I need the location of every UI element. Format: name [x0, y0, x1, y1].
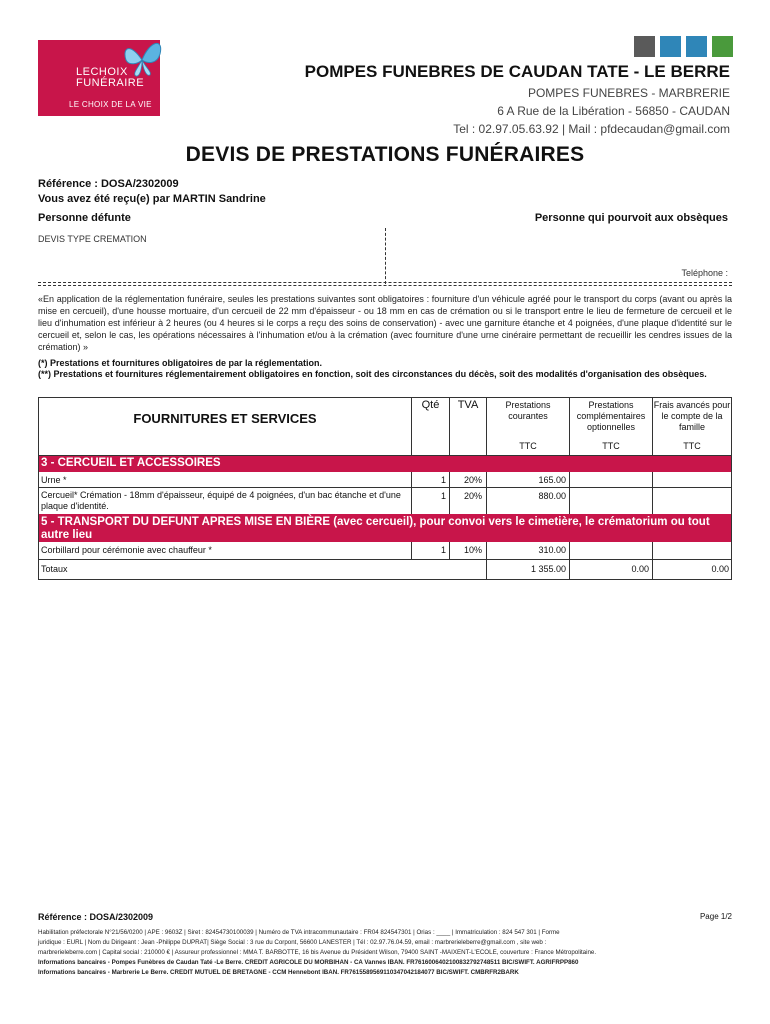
row-tva: 20% [463, 491, 482, 501]
header-tva [449, 397, 487, 456]
header-complementaires [569, 397, 653, 456]
total-frais: 0.00 [711, 564, 729, 574]
header-qty-label: Qté [421, 399, 440, 411]
square-blue-1 [660, 36, 681, 57]
telephone-label: Teléphone : [681, 268, 728, 278]
logo-text-line1: LECHOIX [76, 66, 128, 78]
header-tva-label: TVA [457, 399, 479, 411]
row-label: Cercueil* Crémation - 18mm d'épaisseur, équipé de 4 poignées, d'un bac étanche et d'une plaque d'identité. [41, 490, 401, 511]
header-complementaires-label: Prestations complémentaires optionnelles [576, 400, 646, 432]
deceased-label: Personne défunte [38, 212, 131, 224]
company-address: 6 A Rue de la Libération - 56850 - CAUDAN [497, 104, 730, 118]
dashed-separator [38, 285, 732, 286]
table-border-left [38, 397, 39, 580]
header-services-label: FOURNITURES ET SERVICES [133, 411, 317, 426]
total-courantes: 1 355.00 [530, 564, 566, 574]
section-cercueil [38, 456, 732, 472]
document-title: DEVIS DE PRESTATIONS FUNÉRAIRES [185, 143, 585, 166]
row-courante: 880.00 [538, 491, 566, 501]
row-qty: 1 [440, 475, 446, 485]
row-qty: 1 [440, 545, 446, 555]
note-conditional: (**) Prestations et fournitures réglementairement obligatoires en fonction, soit des circonstances du décès, soit des modalités d'organisation des obsèques. [38, 369, 707, 379]
row-courante: 310.00 [538, 545, 566, 555]
table-row [38, 472, 732, 488]
table-row [38, 542, 732, 560]
footer-line: juridique : EURL | Nom du Dirigeant : Jean -Philippe DUPRAT| Siège Social : 3 rue du Corpont, 56600 LANESTER | Tél : 02.97.76.04.59, email : marbrerieleberre@gmail.com , site web : [38, 939, 547, 946]
table-border-right [731, 397, 732, 580]
logo-text-line2: FUNÉRAIRE [76, 77, 145, 89]
responsible-person-label: Personne qui pourvoit aux obsèques [534, 212, 728, 224]
footer-line: marbrerieleberre.com | Capital social : 210000 € | Assureur professionnel : MMA T. BARBOTTE, 16 bis Avenue du Président Wilson, 79400 SAINT -MAIXENT-L'ECOLE, couverture : France Métropolitaine. [38, 949, 597, 956]
header-ttc: TTC [602, 441, 620, 451]
square-green [712, 36, 733, 57]
header-frais-label: Frais avancés pour le compte de la famille [653, 400, 731, 432]
header-ttc: TTC [683, 441, 701, 451]
square-blue-2 [686, 36, 707, 57]
row-courante: 165.00 [538, 475, 566, 485]
footer-line: Informations bancaires - Marbrerie Le Berre. CREDIT MUTUEL DE BRETAGNE - CCM Hennebont IBAN. FR7615589569110347042184077 BIC/SWIFT. CMBRFR2BARK [38, 969, 519, 976]
totals-label: Totaux [41, 564, 68, 574]
row-label: Urne * [41, 475, 67, 485]
total-complementaires: 0.00 [631, 564, 649, 574]
company-name: POMPES FUNEBRES DE CAUDAN TATE - LE BERRE [304, 62, 730, 81]
row-tva: 20% [463, 475, 482, 485]
footer-reference: Référence : DOSA/2302009 [38, 912, 154, 922]
company-contact: Tel : 02.97.05.63.92 | Mail : pfdecaudan@gmail.com [453, 122, 730, 136]
section-transport [38, 514, 732, 542]
header-courantes [486, 397, 570, 456]
decorative-squares [634, 36, 733, 57]
logo-tagline: LE CHOIX DE LA VIE [69, 100, 152, 109]
header-ttc: TTC [519, 441, 537, 451]
company-subtitle: POMPES FUNEBRES - MARBRERIE [527, 86, 730, 100]
section-transport-title: 5 - TRANSPORT DU DEFUNT APRES MISE EN BIÈRE (avec cercueil), pour convoi vers le cimetière, le crématorium ou tout autre lieu [41, 516, 710, 541]
header-services [38, 397, 412, 456]
footer-line: Informations bancaires - Pompes Funèbres de Caudan Taté -Le Berre. CREDIT AGRICOLE DU MORBIHAN - CA Vannes IBAN. FR7616006402100832792748511 BIC/SWIFT. AGRIFRPP860 [38, 959, 579, 966]
note-mandatory: (*) Prestations et fournitures obligatoires de par la réglementation. [38, 358, 323, 368]
header-frais [652, 397, 732, 456]
vertical-divider [385, 228, 386, 284]
dashed-separator [38, 282, 732, 283]
row-label: Corbillard pour cérémonie avec chauffeur * [41, 545, 212, 555]
row-qty: 1 [440, 491, 446, 501]
page-number: Page 1/2 [699, 912, 732, 921]
quote-type: DEVIS TYPE CREMATION [38, 234, 147, 244]
received-by: Vous avez été reçu(e) par MARTIN Sandrine [38, 193, 266, 205]
totals-row [38, 560, 732, 580]
square-gray [634, 36, 655, 57]
reference: Référence : DOSA/2302009 [38, 178, 179, 190]
row-tva: 10% [463, 545, 482, 555]
section-cercueil-title: 3 - CERCUEIL ET ACCESSOIRES [41, 457, 221, 469]
footer-line: Habilitation préfectorale N°21/56/0200 | APE : 9603Z | Siret : 82454730100039 | Numéro de TVA intracommunautaire : FR04 824547301 | Orias : ____ | Immatriculation : 824 547 301 | Forme [38, 929, 560, 936]
header-qty [411, 397, 450, 456]
footer-legal [38, 928, 732, 978]
table-row [38, 488, 732, 514]
company-logo [38, 40, 160, 116]
legal-notice: «En application de la réglementation funéraire, seules les prestations suivantes sont obligatoires : fourniture d'un véhicule agréé pour le transport du corps (avant ou après la mise en cercueil), d'une housse mortuaire, d'un cercueil de 22 mm d'épaisseur - ou 18 mm en cas de crémation ou si le transport entre le lieu de fermeture de cercueil et le lieu d'inhumation est inférieur à 2 heures (ou 4 heures si le corps a reçu des soins de conservation) - avec une garniture étanche et 4 poignées, d'une plaque d'identité sur le cercueil et, selon le cas, les opérations nécessaires à l'inhumation et/ou à la crémation (avec fourniture d'une urne cinéraire permettant de recueillir les cendres issues de la crémation) » [38, 294, 732, 352]
header-courantes-label: Prestations courantes [505, 400, 551, 421]
